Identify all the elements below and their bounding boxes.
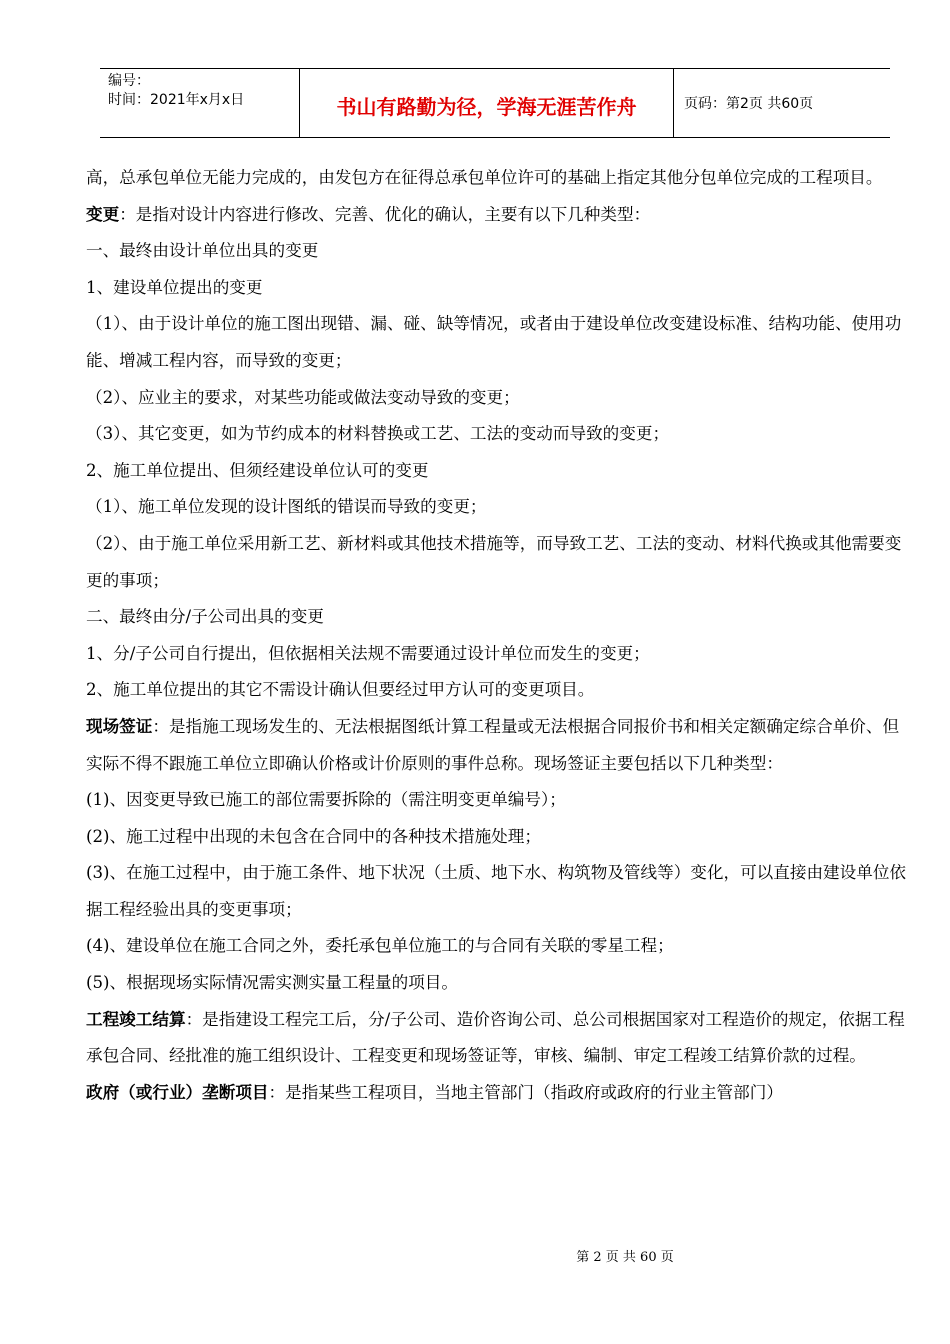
header-page-info: 页码：第2页 共60页 [684, 96, 814, 112]
term-heading: 现场签证 [86, 716, 153, 736]
time-label: 时间：2021年x月x日 [108, 92, 245, 108]
paragraph: 高，总承包单位无能力完成的，由发包方在征得总承包单位许可的基础上指定其他分包单位完成的工程项目。 [86, 168, 883, 187]
list-item: (5)、根据现场实际情况需实测实量工程量的项目。 [86, 973, 458, 993]
list-item: 2、施工单位提出、但须经建设单位认可的变更 [86, 460, 429, 480]
document-body [86, 160, 906, 1111]
term-text: ：是指施工现场发生的、无法根据图纸计算工程量或无法根据合同报价书和相关定额确定综合单价、但实际不得不跟施工单位立即确认价格或计价原则的事件总称。现场签证主要包括以下几种类型： [86, 716, 900, 773]
list-item: (2)、施工过程中出现的未包含在合同中的各种技术措施处理； [86, 826, 541, 846]
list-item: 2、施工单位提出的其它不需设计确认但要经过甲方认可的变更项目。 [86, 680, 595, 700]
list-item: （3）、其它变更，如为节约成本的材料替换或工艺、工法的变动而导致的变更； [86, 424, 670, 444]
footer-page-number: 第 2 页 共 60 页 [576, 1250, 674, 1265]
number-label: 编号： [108, 73, 150, 89]
header-meta [100, 69, 300, 137]
term-heading: 工程竣工结算 [86, 1009, 186, 1029]
term-text: ：是指对设计内容进行修改、完善、优化的确认，主要有以下几种类型： [119, 204, 651, 224]
page-footer [0, 1246, 950, 1265]
list-item: （1）、施工单位发现的设计图纸的错误而导致的变更； [86, 497, 487, 517]
paragraph-definition [86, 197, 906, 234]
list-item: 1、建设单位提出的变更 [86, 277, 263, 297]
paragraph-definition [86, 1002, 906, 1075]
list-item: （1）、由于设计单位的施工图出现错、漏、碰、缺等情况，或者由于建设单位改变建设标准、结构功能、使用功能、增减工程内容，而导致的变更； [86, 314, 902, 370]
paragraph-definition [86, 1075, 906, 1112]
list-item: （2）、应业主的要求，对某些功能或做法变动导致的变更； [86, 387, 520, 407]
term-heading: 政府（或行业）垄断项目 [86, 1082, 269, 1102]
list-item: 1、分/子公司自行提出，但依据相关法规不需要通过设计单位而发生的变更； [86, 643, 650, 663]
term-text: ：是指某些工程项目，当地主管部门（指政府或政府的行业主管部门） [268, 1082, 783, 1102]
page-header [100, 68, 890, 138]
term-heading: 变更 [86, 204, 120, 224]
header-motto: 书山有路勤为径，学海无涯苦作舟 [300, 69, 674, 137]
list-heading: 二、最终由分/子公司出具的变更 [86, 607, 324, 627]
list-heading: 一、最终由设计单位出具的变更 [86, 241, 319, 261]
paragraph-definition [86, 709, 906, 782]
list-item: (1)、因变更导致已施工的部位需要拆除的（需注明变更单编号）； [86, 790, 566, 810]
term-text: ：是指建设工程完工后，分/子公司、造价咨询公司、总公司根据国家对工程造价的规定，依据工程承包合同、经批准的施工组织设计、工程变更和现场签证等，审核、编制、审定工程竣工结算价款的过程。 [86, 1009, 905, 1066]
list-item: （2）、由于施工单位采用新工艺、新材料或其他技术措施等，而导致工艺、工法的变动、材料代换或其他需要变更的事项； [86, 533, 902, 590]
list-item: (4)、建设单位在施工合同之外，委托承包单位施工的与合同有关联的零星工程； [86, 936, 674, 956]
list-item: (3)、在施工过程中，由于施工条件、地下状况（土质、地下水、构筑物及管线等）变化，可以直接由建设单位依据工程经验出具的变更事项； [86, 863, 907, 919]
